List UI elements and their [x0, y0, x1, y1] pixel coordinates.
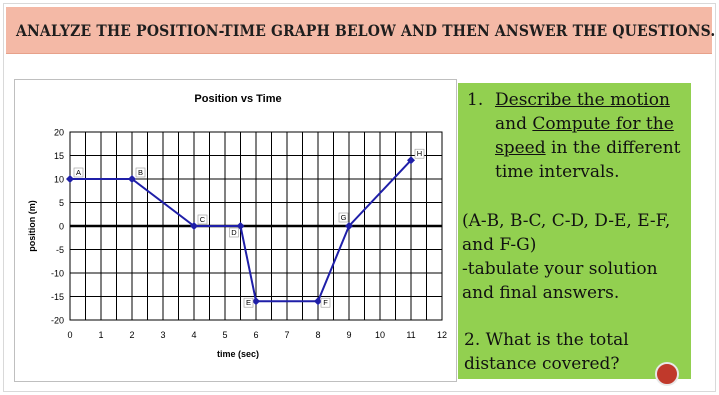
q1-compute-for-the: Compute for the: [532, 114, 674, 134]
x-tick-label: 4: [191, 330, 197, 340]
q1-interval-list: (A-B, B-C, C-D, D-E, E-F, and F-G): [462, 211, 671, 255]
y-tick-label: 15: [53, 151, 64, 161]
chart-svg: [15, 80, 458, 383]
y-tick-label: 0: [58, 221, 64, 232]
x-tick-label: 7: [284, 330, 290, 340]
y-tick-label: 20: [53, 127, 64, 138]
point-label: G: [340, 213, 347, 222]
y-tick-label: -20: [50, 315, 64, 326]
y-tick-label: 10: [53, 174, 64, 185]
q1-tabulate-note: -tabulate your solution and final answers.: [462, 259, 658, 303]
x-tick-label: 12: [436, 330, 448, 340]
x-tick-label: 3: [160, 330, 166, 340]
x-tick-label: 6: [253, 330, 259, 340]
x-tick-label: 1: [98, 330, 104, 340]
q1-speed: speed: [495, 138, 546, 158]
question-panel: [458, 83, 691, 379]
point-label: H: [416, 149, 423, 159]
y-tick-label: 5: [58, 198, 64, 208]
x-tick-label: 8: [315, 330, 321, 340]
x-tick-label: 5: [222, 330, 228, 340]
y-tick-label: -5: [55, 245, 64, 255]
position-time-chart: [14, 79, 457, 382]
point-label: A: [75, 168, 82, 177]
q1-time-intervals: in the different time intervals.: [495, 138, 681, 182]
q1-describe-motion: Describe the motion: [495, 90, 670, 110]
x-axis-label: time (sec): [216, 349, 260, 359]
question-2: 2. What is the total distance covered?: [464, 330, 629, 374]
title-bar: [6, 7, 716, 54]
question-1-number: 1.: [467, 90, 484, 110]
x-tick-label: 9: [346, 330, 352, 340]
slide-title: ANALYZE THE POSITION-TIME GRAPH BELOW AND THEN ANSWER THE QUESTIONS.: [16, 21, 716, 40]
red-circle-icon: [655, 362, 679, 386]
point-label: B: [137, 168, 144, 177]
chart-title: Position vs Time: [194, 93, 282, 105]
y-tick-label: -15: [50, 292, 64, 302]
point-label: C: [199, 215, 206, 224]
y-axis-label: position (m): [27, 200, 37, 252]
x-tick-label: 10: [374, 330, 386, 340]
point-label: F: [323, 298, 328, 308]
point-label: D: [231, 228, 237, 237]
q1-and: and: [495, 114, 527, 134]
x-tick-label: 2: [129, 330, 135, 340]
x-tick-label: 0: [67, 330, 73, 340]
y-tick-label: -10: [50, 268, 64, 279]
x-tick-label: 11: [406, 330, 416, 340]
point-label: E: [245, 298, 252, 308]
